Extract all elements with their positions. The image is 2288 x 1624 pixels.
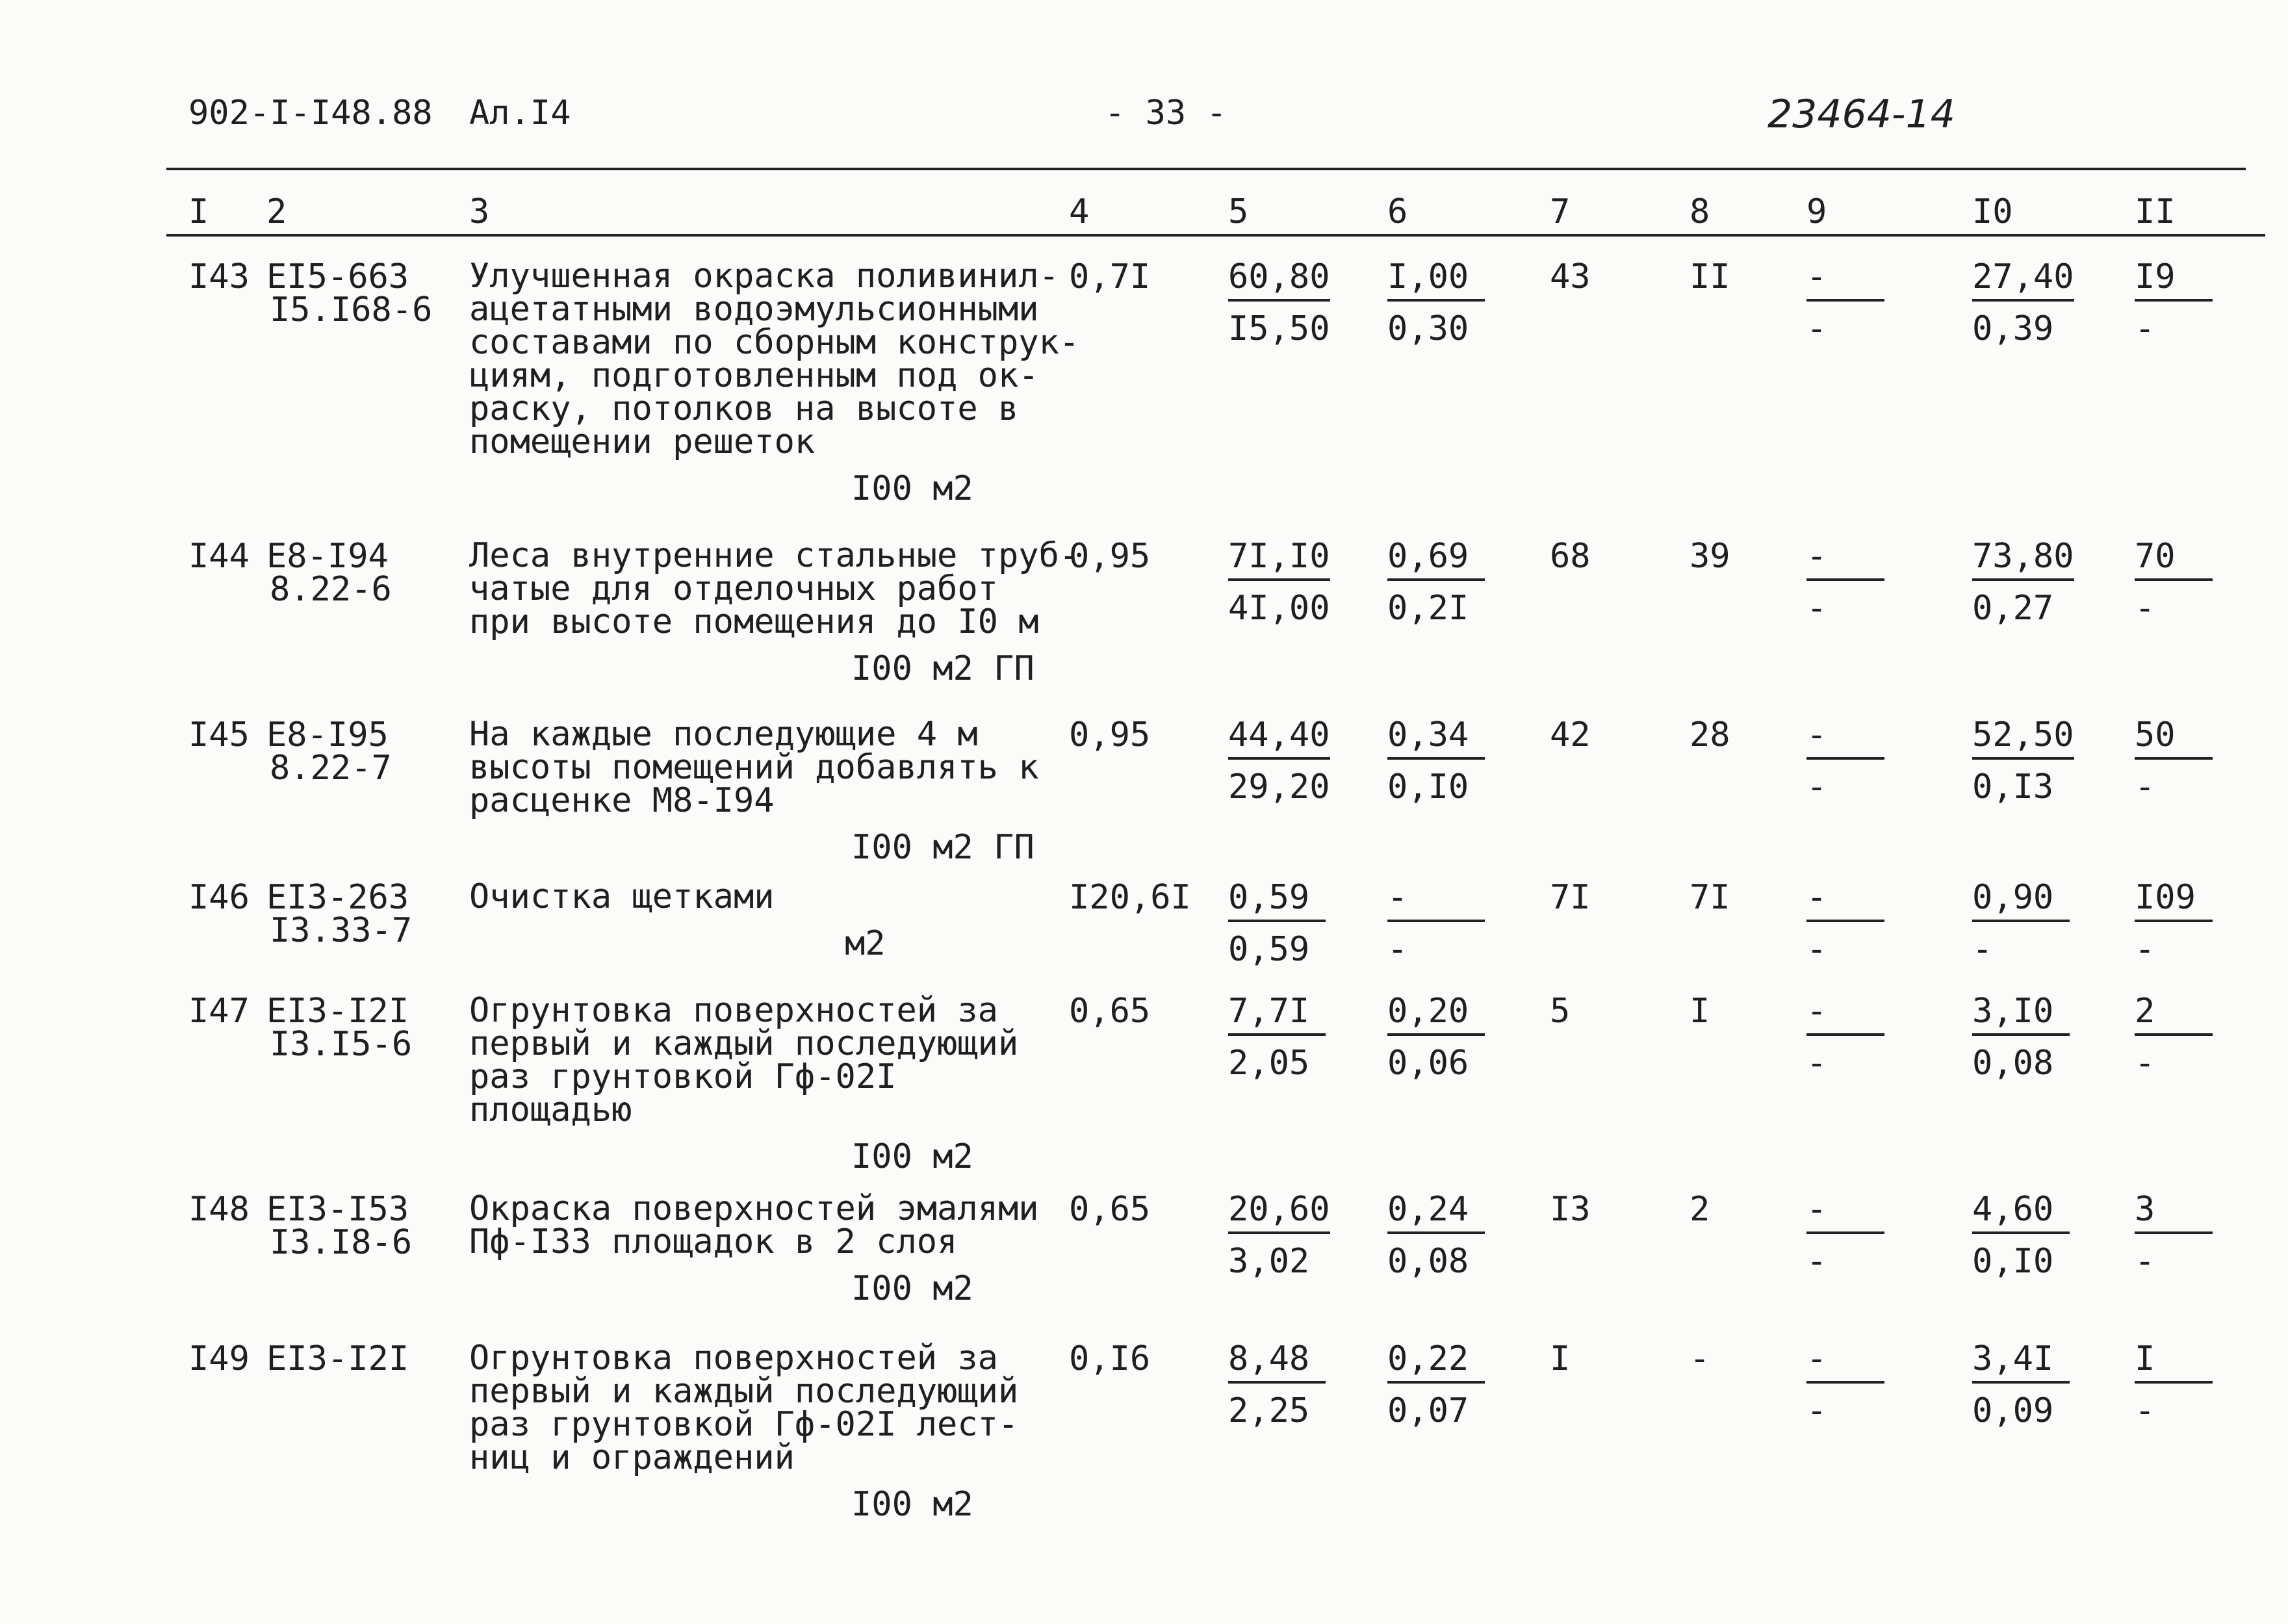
- col-header-9: 9: [1806, 192, 1827, 231]
- unit-cost-total: 20,60: [1228, 1192, 1330, 1234]
- col-header-8: 8: [1690, 192, 1710, 231]
- labor-total-fraction: [2135, 1339, 2213, 1430]
- col-header-10: I0: [1972, 192, 2013, 231]
- machine-cost-wages: -: [1387, 930, 1408, 969]
- unit-cost-wages: 4I,00: [1228, 589, 1330, 628]
- unit-cost-wages: 2,05: [1228, 1044, 1310, 1083]
- labor-total: I09: [2135, 881, 2213, 922]
- column-9-top: -: [1806, 1342, 1884, 1384]
- machine-cost-fraction: [1387, 1190, 1485, 1281]
- total-wages: 2: [1690, 1190, 1710, 1229]
- unit-cost-fraction: [1228, 257, 1330, 348]
- labor-total-fraction: [2135, 878, 2213, 969]
- work-description: Окраска поверхностей эмалями Пф-I33 площадок в 2 слоя: [469, 1189, 1039, 1261]
- machinist-labor-per-unit: 0,39: [1972, 309, 2054, 348]
- unit-cost-fraction: [1228, 1339, 1326, 1430]
- total-wages: I: [1690, 992, 1710, 1031]
- total-cost: 5: [1550, 992, 1571, 1031]
- labor-fraction: [1972, 992, 2070, 1083]
- labor-per-unit: 73,80: [1972, 539, 2074, 581]
- machinist-labor-per-unit: -: [1972, 930, 1993, 969]
- unit-of-measure: I00 м2: [851, 469, 973, 508]
- machine-cost-total: 0,22: [1387, 1342, 1485, 1384]
- work-description: Очистка щетками: [469, 877, 775, 916]
- work-description: Огрунтовка поверхностей за первый и каждый последующий раз грунтовкой Гф-02I площадью: [469, 991, 1019, 1129]
- quantity: 0,95: [1069, 715, 1151, 754]
- total-wages: 39: [1690, 537, 1730, 576]
- machine-cost-total: 0,20: [1387, 994, 1485, 1036]
- labor-total: I9: [2135, 260, 2213, 302]
- quantity: 0,95: [1069, 537, 1151, 576]
- machinist-labor-per-unit: 0,08: [1972, 1044, 2054, 1083]
- work-description: Огрунтовка поверхностей за первый и каждый последующий раз грунтовкой Гф-02I лест- ниц и ограждений: [469, 1339, 1019, 1477]
- column-header-rule: [166, 234, 2265, 237]
- rate-code: EI3-I2I: [266, 992, 409, 1031]
- column-9-top: -: [1806, 1192, 1884, 1234]
- labor-per-unit: 3,I0: [1972, 994, 2070, 1036]
- unit-cost-total: 7,7I: [1228, 994, 1326, 1036]
- labor-per-unit: 0,90: [1972, 881, 2070, 922]
- machinist-labor-total: -: [2135, 309, 2155, 348]
- rate-code: EI3-I53: [266, 1190, 409, 1229]
- rate-code-secondary: 8.22-6: [270, 570, 392, 609]
- column-9-fraction: [1806, 257, 1884, 348]
- column-9-fraction: [1806, 992, 1884, 1083]
- machinist-labor-total: -: [2135, 1391, 2155, 1430]
- labor-total: 3: [2135, 1192, 2213, 1234]
- machinist-labor-total: -: [2135, 767, 2155, 806]
- column-9-fraction: [1806, 1339, 1884, 1430]
- labor-per-unit: 52,50: [1972, 718, 2074, 760]
- col-header-4: 4: [1069, 192, 1090, 231]
- row-number: I43: [188, 257, 250, 296]
- rate-code: EI5-663: [266, 257, 409, 296]
- labor-fraction: [1972, 1339, 2070, 1430]
- labor-fraction: [1972, 1190, 2070, 1281]
- labor-total-fraction: [2135, 257, 2213, 348]
- row-number: I49: [188, 1339, 250, 1378]
- unit-cost-wages: 29,20: [1228, 767, 1330, 806]
- machine-cost-fraction: [1387, 992, 1485, 1083]
- total-wages: 28: [1690, 715, 1730, 754]
- column-9-top: -: [1806, 260, 1884, 302]
- machine-cost-fraction: [1387, 257, 1485, 348]
- unit-of-measure: I00 м2: [851, 1485, 973, 1524]
- machine-cost-fraction: [1387, 878, 1485, 969]
- rate-code-secondary: I3.33-7: [270, 911, 413, 950]
- rate-code-secondary: I3.I5-6: [270, 1025, 413, 1064]
- machinist-labor-per-unit: 0,I0: [1972, 1242, 2054, 1281]
- row-number: I44: [188, 537, 250, 576]
- machinist-labor-per-unit: 0,I3: [1972, 767, 2054, 806]
- labor-total-fraction: [2135, 537, 2213, 628]
- machine-cost-fraction: [1387, 1339, 1485, 1430]
- column-9-top: -: [1806, 994, 1884, 1036]
- machinist-labor-per-unit: 0,27: [1972, 589, 2054, 628]
- quantity: 0,7I: [1069, 257, 1151, 296]
- unit-of-measure: I00 м2 ГП: [851, 828, 1035, 867]
- unit-of-measure: I00 м2: [851, 1137, 973, 1176]
- labor-fraction: [1972, 537, 2074, 628]
- work-description: Улучшенная окраска поливинил- ацетатными водоэмульсионными составами по сборным конструк- циям, подготовленным под ок- раску, потолков на высоте в помещении решеток: [469, 257, 1080, 461]
- total-cost: 7I: [1550, 878, 1591, 917]
- unit-cost-total: 7I,I0: [1228, 539, 1330, 581]
- column-9-top: -: [1806, 539, 1884, 581]
- col-header-2: 2: [266, 192, 287, 231]
- work-description: На каждые последующие 4 м высоты помещений добавлять к расценке М8-I94: [469, 715, 1039, 820]
- unit-cost-fraction: [1228, 878, 1326, 969]
- row-number: I46: [188, 878, 250, 917]
- machine-cost-wages: 0,07: [1387, 1391, 1469, 1430]
- quantity: 0,65: [1069, 992, 1151, 1031]
- col-header-3: 3: [469, 192, 490, 231]
- column-9-fraction: [1806, 878, 1884, 969]
- row-number: I47: [188, 992, 250, 1031]
- rate-code-secondary: I5.I68-6: [270, 290, 433, 329]
- row-number: I45: [188, 715, 250, 754]
- machinist-labor-total: -: [2135, 930, 2155, 969]
- column-9-bottom: -: [1806, 1242, 1827, 1281]
- machinist-labor-total: -: [2135, 1044, 2155, 1083]
- labor-total: 2: [2135, 994, 2213, 1036]
- total-cost: I3: [1550, 1190, 1591, 1229]
- labor-per-unit: 3,4I: [1972, 1342, 2070, 1384]
- machine-cost-wages: 0,2I: [1387, 589, 1469, 628]
- labor-total: I: [2135, 1342, 2213, 1384]
- column-9-bottom: -: [1806, 1044, 1827, 1083]
- labor-total: 50: [2135, 718, 2213, 760]
- machine-cost-wages: 0,30: [1387, 309, 1469, 348]
- column-9-fraction: [1806, 715, 1884, 806]
- rate-code: EI3-263: [266, 878, 409, 917]
- unit-of-measure: м2: [845, 924, 886, 963]
- machine-cost-total: I,00: [1387, 260, 1485, 302]
- column-9-bottom: -: [1806, 1391, 1827, 1430]
- row-number: I48: [188, 1190, 250, 1229]
- machine-cost-wages: 0,08: [1387, 1242, 1469, 1281]
- labor-total-fraction: [2135, 1190, 2213, 1281]
- unit-cost-total: 0,59: [1228, 881, 1326, 922]
- rate-code: E8-I95: [266, 715, 389, 754]
- header-rule: [166, 168, 2246, 170]
- sheet-label: Ал.I4: [469, 94, 571, 133]
- rate-code-secondary: I3.I8-6: [270, 1223, 413, 1262]
- column-9-top: -: [1806, 881, 1884, 922]
- col-header-5: 5: [1228, 192, 1249, 231]
- unit-cost-wages: I5,50: [1228, 309, 1330, 348]
- unit-cost-wages: 2,25: [1228, 1391, 1310, 1430]
- unit-cost-wages: 0,59: [1228, 930, 1310, 969]
- quantity: 0,I6: [1069, 1339, 1151, 1378]
- labor-total-fraction: [2135, 992, 2213, 1083]
- rate-code: E8-I94: [266, 537, 389, 576]
- labor-fraction: [1972, 257, 2074, 348]
- column-9-bottom: -: [1806, 767, 1827, 806]
- machine-cost-wages: 0,06: [1387, 1044, 1469, 1083]
- col-header-11: II: [2135, 192, 2176, 231]
- total-wages: II: [1690, 257, 1730, 296]
- unit-cost-total: 44,40: [1228, 718, 1330, 760]
- inventory-number: 23464-14: [1767, 92, 1955, 137]
- total-cost: 42: [1550, 715, 1591, 754]
- labor-fraction: [1972, 878, 2070, 969]
- machine-cost-total: 0,69: [1387, 539, 1485, 581]
- labor-per-unit: 27,40: [1972, 260, 2074, 302]
- machine-cost-wages: 0,I0: [1387, 767, 1469, 806]
- column-9-bottom: -: [1806, 589, 1827, 628]
- unit-cost-total: 8,48: [1228, 1342, 1326, 1384]
- unit-of-measure: I00 м2 ГП: [851, 649, 1035, 688]
- machine-cost-fraction: [1387, 537, 1485, 628]
- machinist-labor-total: -: [2135, 1242, 2155, 1281]
- col-header-7: 7: [1550, 192, 1571, 231]
- rate-code: EI3-I2I: [266, 1339, 409, 1378]
- machine-cost-total: -: [1387, 881, 1485, 922]
- labor-total-fraction: [2135, 715, 2213, 806]
- col-header-1: I: [188, 192, 209, 231]
- column-9-bottom: -: [1806, 309, 1827, 348]
- total-wages: -: [1690, 1339, 1710, 1378]
- unit-of-measure: I00 м2: [851, 1269, 973, 1308]
- total-cost: 68: [1550, 537, 1591, 576]
- quantity: 0,65: [1069, 1190, 1151, 1229]
- unit-cost-fraction: [1228, 537, 1330, 628]
- rate-code-secondary: 8.22-7: [270, 749, 392, 788]
- work-description: Леса внутренние стальные труб- чатые для отделочных работ при высоте помещения до I0 м: [469, 536, 1080, 641]
- col-header-6: 6: [1387, 192, 1408, 231]
- page-number: - 33 -: [1105, 94, 1227, 133]
- labor-per-unit: 4,60: [1972, 1192, 2070, 1234]
- unit-cost-fraction: [1228, 992, 1326, 1083]
- machine-cost-total: 0,24: [1387, 1192, 1485, 1234]
- machine-cost-total: 0,34: [1387, 718, 1485, 760]
- total-wages: 7I: [1690, 878, 1730, 917]
- labor-total: 70: [2135, 539, 2213, 581]
- machinist-labor-per-unit: 0,09: [1972, 1391, 2054, 1430]
- column-9-top: -: [1806, 718, 1884, 760]
- machine-cost-fraction: [1387, 715, 1485, 806]
- column-9-bottom: -: [1806, 930, 1827, 969]
- unit-cost-fraction: [1228, 715, 1330, 806]
- column-9-fraction: [1806, 537, 1884, 628]
- total-cost: I: [1550, 1339, 1571, 1378]
- unit-cost-total: 60,80: [1228, 260, 1330, 302]
- unit-cost-wages: 3,02: [1228, 1242, 1310, 1281]
- total-cost: 43: [1550, 257, 1591, 296]
- labor-fraction: [1972, 715, 2074, 806]
- quantity: I20,6I: [1069, 878, 1191, 917]
- document-code: 902-I-I48.88: [188, 94, 433, 133]
- machinist-labor-total: -: [2135, 589, 2155, 628]
- unit-cost-fraction: [1228, 1190, 1330, 1281]
- column-9-fraction: [1806, 1190, 1884, 1281]
